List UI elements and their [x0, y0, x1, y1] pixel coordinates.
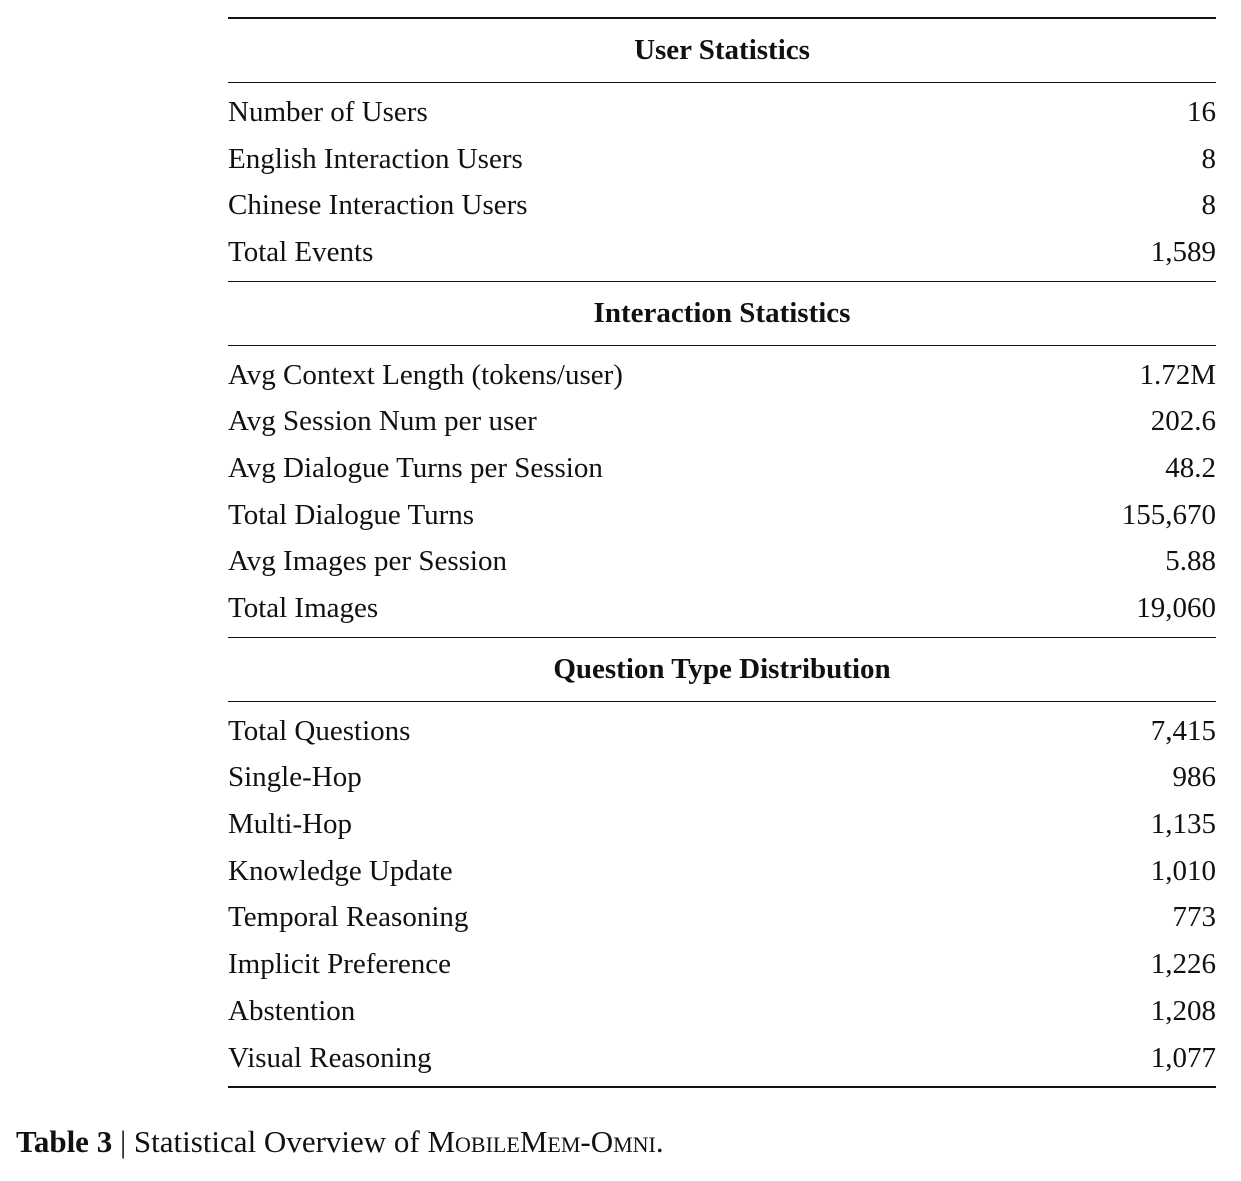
table-row — [228, 229, 1216, 276]
row-label: Avg Images per Session — [228, 545, 507, 578]
row-label: Multi-Hop — [228, 808, 353, 841]
row-value: 773 — [1172, 901, 1216, 934]
row-value: 202.6 — [1150, 405, 1216, 438]
row-value: 19,060 — [1136, 592, 1216, 625]
caption-dataset-name: MobileMem-Omni — [427, 1124, 656, 1159]
row-label: Avg Context Length (tokens/user) — [228, 358, 623, 391]
caption-text: Statistical Overview of — [133, 1124, 428, 1159]
row-label: Abstention — [228, 994, 356, 1027]
row-value: 5.88 — [1165, 545, 1216, 578]
row-label: Avg Dialogue Turns per Session — [228, 451, 603, 484]
section-header-interaction-statistics: Interaction Statistics — [593, 296, 851, 329]
row-label: Visual Reasoning — [228, 1041, 432, 1074]
table-row — [228, 988, 1216, 1035]
row-label: Total Images — [228, 592, 379, 625]
table-row — [228, 708, 1216, 755]
section-rows-question-type-distribution — [228, 702, 1216, 1087]
row-label: Knowledge Update — [228, 854, 453, 887]
row-value: 48.2 — [1165, 451, 1216, 484]
row-value: 1,077 — [1150, 1041, 1216, 1074]
section-rows-interaction-statistics — [228, 346, 1216, 637]
row-value: 1,135 — [1150, 808, 1216, 841]
section-header-user-statistics: User Statistics — [634, 34, 810, 66]
caption-separator: | — [112, 1124, 134, 1159]
row-label: English Interaction Users — [228, 142, 523, 175]
section-rows-user-statistics — [228, 83, 1216, 281]
row-label: Total Events — [228, 235, 374, 268]
table-row — [228, 89, 1216, 136]
table-row — [228, 182, 1216, 229]
table-row — [228, 585, 1216, 632]
row-value: 155,670 — [1121, 498, 1216, 531]
row-label: Single-Hop — [228, 761, 362, 794]
row-label: Total Questions — [228, 714, 411, 747]
table-row — [228, 895, 1216, 942]
row-value: 8 — [1201, 189, 1216, 222]
section-header-question-type-distribution: Question Type Distribution — [553, 652, 891, 685]
row-label: Implicit Preference — [228, 948, 452, 981]
row-value: 1,010 — [1150, 854, 1216, 887]
table-row — [228, 352, 1216, 399]
table-row — [228, 848, 1216, 895]
row-value: 1,208 — [1150, 994, 1216, 1027]
row-value: 8 — [1201, 142, 1216, 175]
row-value: 1,226 — [1150, 948, 1216, 981]
bottom-rule — [228, 1086, 1216, 1088]
table-caption — [16, 1124, 664, 1160]
row-label: Avg Session Num per user — [228, 405, 537, 438]
row-label: Total Dialogue Turns — [228, 498, 475, 531]
caption-table-number: Table 3 — [16, 1124, 113, 1159]
table-row — [228, 1035, 1216, 1082]
row-label: Temporal Reasoning — [228, 901, 469, 934]
row-value: 1,589 — [1150, 235, 1216, 268]
table-row — [228, 398, 1216, 445]
row-value: 7,415 — [1150, 714, 1216, 747]
table-row — [228, 492, 1216, 539]
caption-end: . — [655, 1124, 664, 1159]
row-value: 16 — [1187, 95, 1216, 128]
table-row — [228, 539, 1216, 586]
statistics-table — [228, 17, 1216, 1088]
row-value: 986 — [1172, 761, 1216, 794]
table-row — [228, 445, 1216, 492]
table-row — [228, 755, 1216, 802]
row-label: Number of Users — [228, 95, 428, 128]
table-row — [228, 801, 1216, 848]
row-value: 1.72M — [1139, 358, 1216, 391]
table-row — [228, 136, 1216, 183]
table-row — [228, 941, 1216, 988]
row-label: Chinese Interaction Users — [228, 189, 528, 222]
